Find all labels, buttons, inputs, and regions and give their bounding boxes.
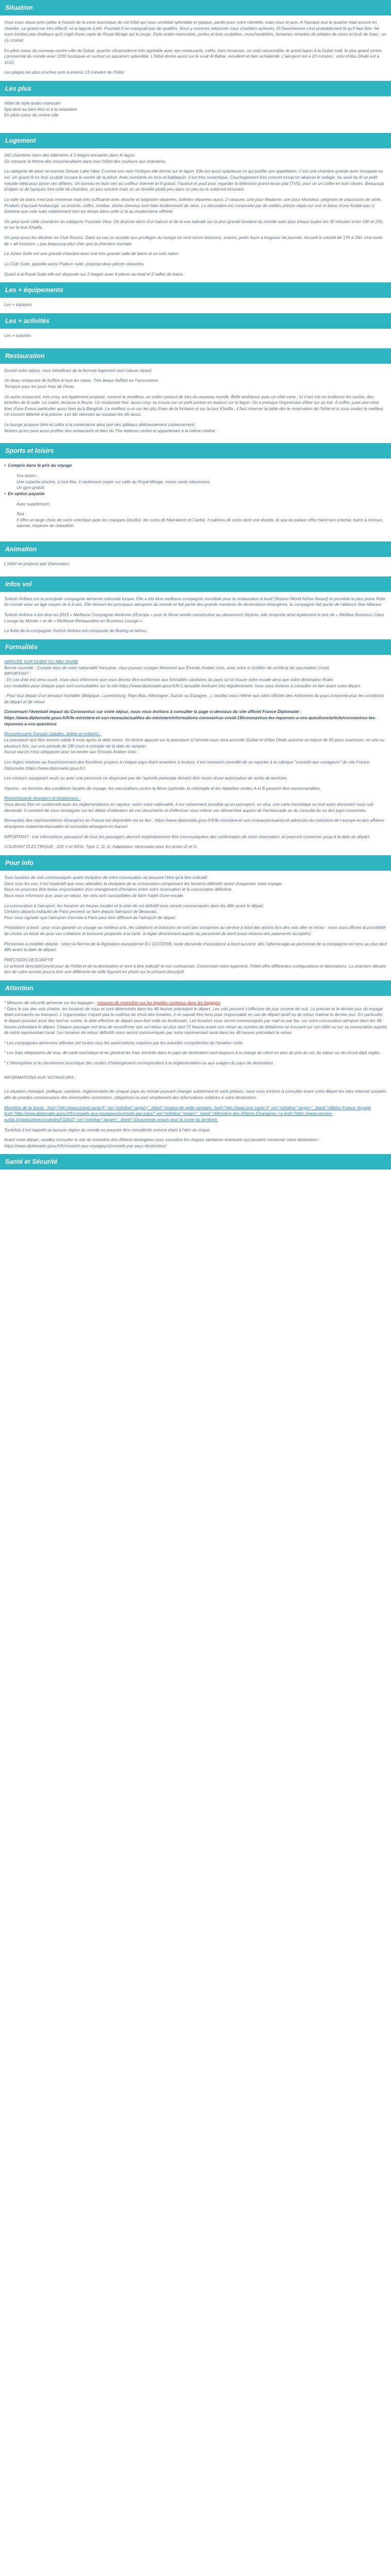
pour-info-paragraph-4: Personnes à mobilité réduite : selon la Norme de la législation européenne EU 1107/2006, toute demande d'assistance à bord survenir, dès l'atterrissage au personnel de la compagnie est tenu au plus tard 48h avant la date de départ.	[4, 941, 387, 953]
formalites-paragraph-10: Vous devez être en conformité avec les réglementations en vigueur, selon votre nationalité. Il est notamment possible qu'un passeport, un visa, une carte touristique ou tout autre document vous soit demandé. Il convient de vous renseigner sur les délais d'obtention de ces documents et d'effectuer vous-même vos démarches auprès de l'ambassade ou du consulat du ou des pays concernés.	[4, 802, 373, 813]
section-pour-info	[0, 871, 391, 980]
section-title-animation: Animation	[0, 541, 391, 557]
logement-paragraph-1: 242 chambres dans des bâtiments à 3 étages encadrés dans le lagon.	[4, 153, 136, 158]
section-logement	[0, 148, 391, 282]
section-title-situation: Situation	[0, 0, 391, 15]
section-restauration	[0, 364, 391, 439]
section-title-les-plus: Les plus	[0, 81, 391, 96]
attention-paragraph-5: La situation chimique, politique, sanitaire, réglementaire de chaque pays du monde pouvant changer subitement et sans préavis, nous vous invitons à consulter avant votre départ les sites Internet suivants afin de prendre connaissance des éventuelles restrictions, obligations ou tout simplement des informations relatives à votre destination.	[4, 1089, 386, 1100]
section-title-formalites: Formalités	[0, 639, 391, 655]
formalites-heading-arrivee: ARRIVÉE SUR DUBAÏ OU ABU DHABI	[4, 659, 78, 664]
infos-vol-paragraph-2: Turkish Airlines a été élue en 2015 « Meilleure Compagnie Aérienne d'Europe » pour la 5ème année consécutive au classement Skytrax, elle remporte ainsi également le prix de « Meilleur Business Class Lounge du Monde » et de « Meilleure Restauration en Business Lounge ».	[4, 613, 384, 623]
section-title-sante: Santé et Sécurité	[0, 1154, 391, 1170]
formalites-paragraph-4: - Pour tout départ d'un aéroport frontalier (Belgique, Luxembourg, Pays-Bas, Allemagne, Suisse ou Espagne...), veuillez vous référer aux sites officiels des ministères du pays concerné pour les conditions de départ et de retour.	[4, 693, 384, 704]
section-title-equipements: Les + équipements	[0, 282, 391, 298]
formalites-paragraph-11: Demandez des représentations étrangères en France est disponible via ce lien : https://www.diplomatie.gouv.fr/fr/le-ministere-et-son-reseau/annuaires-et-adresses-du-ministere-de-l-europe-et-des-affaires-etrangeres-maeeo/ambassades-et-consulats-etrangers-en-france/	[4, 818, 386, 829]
logement-paragraph-8: Quant à la Royal Suite elle est disposée sur 2 étages avec 4 pièces au total et 2 salles de bains.	[4, 272, 184, 277]
pour-info-paragraph-2c: Pour vous signaler que l'aéroport d'arrivée à Paris peut être différent de l'aéroport de départ.	[4, 915, 177, 920]
restauration-paragraph-4: Le lounge propose thés et cafés à la contenance ainsi que des gâteaux délicieusement copieusement.	[4, 422, 196, 428]
formalites-paragraph-1: Bonne nouvelle : Compte tenu de votre nationalité française, vous pouvez voyager librement aux Émirats Arabes Unis, avec votre e-Justifier de certificat de vaccination Covid.	[4, 665, 330, 670]
section-formalites	[0, 655, 391, 855]
attention-paragraph-2: * Les compagnies aériennes utilisées ont toutes reçu les autorisations requises par les autorités compétentes de l'aviation civile.	[4, 1040, 243, 1045]
formalites-paragraph-6b: Aucun vaccin n'est obligatoire pour se rendre aux Émirats Arabes Unis.	[4, 750, 137, 755]
situation-paragraph-3: Les plages les plus proches sont à environ 15 minutes de l'hôtel.	[4, 70, 125, 75]
attention-paragraph-8: Avant votre départ, veuillez consulter le site du ministère des Affaires étrangères pour connaître les risques sanitaires éventuels qui peuvent concerner votre destination : https://www.diplomatie.gouv.fr/fr/conseils-aux-voyageurs/conseils-par-pays-destination/	[4, 1138, 320, 1148]
sports-included-line-1: Vos loisirs :	[17, 473, 38, 478]
pour-info-paragraph-5: Le présent descriptif prend pour de l'hôtel et de la destination et sont à titre indicatif et non contractuel. Concernant votre logement, l'hôtel offre différentes configurations et décorations. La chambre allouée lors de votre arrivée pourra être une différente de celle figurant en photo sur le présent descriptif.	[4, 963, 386, 975]
attention-security-intro: * Mesures de sécurité aérienne sur les bagages :	[4, 1000, 96, 1005]
restauration-paragraph-3: Un autre restaurant, très cosy, est également proposé, nommé le moelleux, un cellier partout de très du nouveau monde. Belle ambiance avec un côté carte ; ici il est mis en évidence les sushis, des échelles de la salle. Le cadré, terrasse à fleurie. Un restaurant thaï, aussi cosy, se trouve sur un petit ponton en avance sur le lagon. On a presque l'impression d'être sur un toit. À coffre, juste une mise liner d'une Eveux particulier aussi bien qu'à Bangkok. Le meilleur a un sur les plis d'eau de la fontaine et sur la tour Khalifa : il faut réserver la table dès le réservation de l'hôtel et si vous voulez le meilleur. Un concert détente à la piscine. Les tiki viennent au soudain les tiki aussi.	[4, 394, 384, 417]
pour-info-paragraph-1c: Nous ne pourrons être tenus responsables d'un changement d'horaires entre notre réservation et la convocation définitive.	[4, 887, 233, 892]
sports-option-block	[4, 501, 387, 530]
pour-info-paragraph-1: Tous horaires de vols communiqués avant réception de votre convocation ne peuvent l'être qu'à titre indicatif.	[4, 875, 208, 880]
attention-spacer	[4, 1071, 387, 1075]
section-title-logement: Logement	[0, 133, 391, 148]
logement-paragraph-6: La Junior Suite est une grande chambre avec une très grande salle de bains et un coin salon.	[4, 251, 180, 257]
sports-option-line-2: Spa :	[17, 512, 27, 517]
sports-bullet-included-label: Compris dans le prix du voyage	[8, 463, 72, 468]
formalites-paragraph-2: - En cas d'air est venu ouvrir, nous vous informons que vous devrez être conformes aux formalités sanitaires du pays où se trouve votre escale ainsi que votre destination finale.	[4, 677, 334, 682]
restauration-paragraph-5: Notons qu'en peut aussi profiter des restaurants et bars du The Address centre et appartenant à la même chaîne.	[4, 428, 216, 433]
sports-bullet-option-label: En option payante	[8, 491, 45, 496]
section-attention	[0, 996, 391, 1155]
section-title-sports: Sports et loisirs	[0, 443, 391, 459]
logement-paragraph-1b: On retrouve le thème des moucharabiehs dans tout l'hôtel des couleurs aux chambres.	[4, 159, 167, 164]
formalites-paragraph-12: IMPORTANT : Les informations passeport de tous les passagers devront impérativement être communiquées dès confirmation de votre réservation, et pourront conserver jusqu'à la date du départ.	[4, 834, 370, 839]
formalites-paragraph-9: Vaccins : en fonction des conditions locales de voyage, les vaccinations contre la fièvre typhoïde, la méningite et les hépatites virales A et B peuvent être recommandées.	[4, 786, 321, 791]
section-activites	[0, 329, 391, 344]
attention-heading-voyageurs: INFORMATIONS AUX VOYAGEURS :	[4, 1075, 76, 1080]
pour-info-paragraph-1b: Dans tous les cas, il est impératif que vous attendiez la réception de la convocation comprenant les horaires définitifs avant d'organiser votre voyage.	[4, 881, 283, 886]
attention-paragraph-3: * Les frais obligatoires de visa, de carte touristique et en général les frais d'entrée dans le pays de destination sont toujours à la charge du client en plus du prix du vol, du séjour ou du circuit déjà réglés.	[4, 1050, 381, 1056]
formalites-important-1: IMPORTANT :	[4, 671, 31, 676]
section-title-infos-vol: Infos vol	[0, 577, 391, 592]
infos-vol-paragraph-1: Turkish Airlines est la principale compagnie aérienne nationale turque. Elle a été élue meilleure compagnie mondiale pour la restauration à bord (Skytrax World Airline Award) et possède la plus jeune flotte du monde avec un âge moyen de 6,4 ans. Elle dessert les principaux aéroports du monde et fait partie des grands membres de destinations étrangères, la compagnie fait partie de l'alliance Star Alliance.	[4, 596, 385, 607]
les-plus-line-2: Spa doté au bien-être et à la relaxation	[4, 107, 77, 112]
logement-paragraph-5: On peut aussi les décliner en Club Rooms. Dans ce cas on accède aux privilèges du lounge où sont servis boissons, snacks, petits fours à longueur de journée. Accueil à volonté de 17h à 20h. Une sorte de « all inclusive » pas beaucoup plus cher que la chambre normale.	[4, 235, 383, 246]
pour-info-paragraph-2b: Certains départs indiqués de Paris peuvent se faire depuis l'aéroport de Beauvais.	[4, 909, 158, 914]
formalites-paragraph-3: Les modalités pour chaque pays sont consultables sur le site https://www.diplomatie.gouv.fr/fr/ L'actualité évoluant très régulièrement, nous vous invitons à consulter ce lien avant votre départ.	[4, 683, 361, 688]
section-title-pour-info: Pour info	[0, 855, 391, 871]
attention-paragraph-4: * L'hémisphère et le classement touristique des modes d'hébergement correspondent à la réglementation ou aux usages du pays de destination.	[4, 1061, 274, 1066]
attention-paragraph-7: Toutefois il est rappelé qu'aucune région du monde ne pouvant être considérée comme étant à l'abri du risque.	[4, 1127, 211, 1132]
restauration-paragraph-2: Un beau restaurant de buffets à tous les repas. Très beaux buffets en l'occurrence.	[4, 378, 159, 383]
logement-paragraph-2: La catégorie de base se nomme Deluxe Lake View. Comme son nom l'indique elle donne sur le lagon. Elle est aussi spacieuse ce qui justifie son appellation. C'est une chambre grande avec mosquée ou est. Un grand lit en bois sculpté occupe le centre de la pièce. Avec montants en bois et baldaquin. Il est très romantique. Couchagement très concret lorsqu'on abaisse le voilage. Au seuil du lit un petit meuble idéal pour poser ses affaires. Un bureau en bois sert au coiffeur Internet wi-fi gratuit. Fauteuil et pouf pour regarder la télévision grand écran plat (TV5), pour un un coffre en bois cloués. Beaucoup d'objets et de typiques font celle de chambre, un peu sombre mais on se réveille plutôt peu dans un peu ou le soleil est écrasant.	[4, 169, 384, 192]
page	[0, 0, 391, 1170]
section-les-plus	[0, 96, 391, 124]
sports-included-line-2: Une superbe piscine, à tout être, il seulement copier sur celle du Royal Mirage, moins vaste néanmoins.	[17, 479, 211, 484]
section-sports	[0, 459, 391, 534]
formalites-heading-francais: Ressortissants français (adultes, bébés et enfants) :	[4, 732, 102, 737]
sports-included-line-3: Un gym gratuit.	[17, 485, 45, 490]
section-title-restauration: Restauration	[0, 348, 391, 364]
section-title-attention: Attention	[0, 980, 391, 996]
sports-option-line-3: Il offre un large choix de soins orientaux avec les marques Decléor, les soins de Marrakech et Caribe. Il cabines de soins dont une double, le spa du palace offre Hammam oriental, bains à remous, saunas, espaces de relaxation.	[17, 517, 383, 529]
logement-paragraph-4: On peut avoir celle chambres en catégorie Fountain View. On dispose alors d'un balcon et de la vue latérale sur la plus grande fontaine du monde avec jeux d'eaux toutes les 30 minutes entre 18h et 23h, et sur la tour Khalifa.	[4, 219, 384, 230]
formalites-paragraph-8: Les mineurs voyageant seuls ou avec une personne ne disposant pas de l'autorité parentale doivent être munis d'une autorisation de sortie de territoire.	[4, 776, 288, 781]
logement-paragraph-3: La salle de bains n'est pas immense mais très suffisante avec douche et baignoire séparées, toilettes séparées aussi, 2 vasques, une pour Madame, une pour Monsieur, peignoirs et chaussons de série. Produits d'accueil Ambassigir, sa brioche, coffre, minibar, sèche-cheveux sont bien évidemment de série. La décoration est composée par de vieilles photos sépia sur noir et blanc d'une Arabie pas si lointaine que cela mais relativement bon les temps dans celle-ci la au modernisme effréné.	[4, 197, 382, 214]
restauration-paragraph-1: Durant votre séjour, vous bénéficiez de la formule logement seul (sauve repas).	[4, 368, 153, 373]
sports-option-line-1: Avec supplément :	[17, 501, 52, 506]
les-plus-line-1: Hôtel de style arabo-marocain	[4, 101, 61, 106]
attention-links-paragraph[interactable]: Ministère de la Santé : href="http://www.travel.sante.fr" rel="nofollow" target="_blank">Institut de veille sanitaire, href="http://www.invs.sante.fr" rel="nofollow" target="_blank">Météo France Voyage href="http://www.diplomatie.gouv.fr/fr/conseils-aux-voyageurs/conseils-par-pays/" rel="nofollow" target="_blank">Ministère des Affaires Étrangères <a href="https://www.service-public.fr/particuliers/vosdroits/F32810" rel="nofollow" target="_blank">Documents requis pour la sortie du territoire.	[4, 1105, 371, 1122]
section-equipements	[0, 298, 391, 313]
attention-paragraph-1b: * Dans le cas des vols charter, les horaires de vous et sont déterminés dans les 48 heures précédant le départ. Les vols peuvent s'effectuer de jour comme de nuit. Le premier et le dernier jour du voyage étant consacrés au transport. L'organisateur n'ayant pas la maîtrise du choix des horaires, il ne saurait être tenu pour responsable en cas de départ tardif ou de retour matinal le dernier jour. En particulier, le départ pouvant avoir lieu tard en soirée, la date effective de départ peut être celle du lendemain. Les horaires vous seront communiqués par mail ou par fax, sur votre convocation aéroport dans les 48 heures précédant le départ. Chaque passager est tenu de reconfirmer son vol retour au plus tard 72 heures avant son retour au numéro de téléphone se trouvant sur son billet ou sur sa convocation auprès de notre représentant local. Les horaires de retour définitifs vous seront communiqués par notre représentant local dans les 48 heures précédant le retour.	[4, 1006, 387, 1036]
formalites-covid-link[interactable]: https://www.diplomatie.gouv.fr/fr/le-ministere-et-son-reseau/actualites-du-ministere/informations-coronavirus-covid-19/coronavirus-les-reponses-a-vos-questions/article/coronavirus-les-reponses-a-vos-questions	[4, 716, 377, 726]
logement-paragraph-7: La Club Suite, appelée aussi Podium suite, propose deux pièces séparées.	[4, 262, 145, 267]
section-infos-vol	[0, 592, 391, 639]
activites-line-1: Les + activités	[4, 333, 31, 338]
section-title-activites: Les + activités	[0, 313, 391, 329]
attention-liquids-link[interactable]: mesures de restriction sur les liquides contenus dans les bagages	[97, 1000, 221, 1005]
infos-vol-paragraph-3: La flotte de la compagnie Turkish Airlines est composée de Boeing et Airbus.	[4, 629, 148, 634]
sports-bullet-included: • Compris dans le prix du voyage	[4, 463, 72, 468]
section-situation	[0, 15, 391, 81]
formalites-paragraph-7: Les règles relatives au franchissement des frontières propres à chaque pays étant amenées à évoluer, il est vivement conseillé de se reporter à la rubrique "conseils aux voyageurs" du site France Diplomatie (https://www.diplomatie.gouv.fr/).	[4, 759, 370, 771]
pour-info-heading-precision: PRÉCISION DESCRIPTIF	[4, 958, 54, 963]
formalites-covid-intro: Concernant l'éventuel impact du Coronavirus sur votre séjour, nous vous invitons à consulter la page ci-dessous du site officiel France Diplomatie :	[4, 709, 302, 715]
les-plus-line-3: En plein coeur du centre-ville	[4, 113, 59, 118]
animation-paragraph-1: L'hôtel ne propose pas d'animation.	[4, 562, 71, 567]
section-animation	[0, 557, 391, 572]
formalites-paragraph-6: Le passeport doit être encore valide 6 mois après la date retour. Un timbre apposé sur le passeport à l'arrivée vous sera accordé (Dubaï et d'Abu Dhabi autorise un séjour de 90 jours maximum, en une ou plusieurs fois, sur une période de 180 jours à compter de la date du tampon.	[4, 738, 385, 749]
sports-included-block	[4, 473, 387, 491]
equipements-line-1: Les + équipem	[4, 302, 32, 308]
situation-paragraph-1: Vous vous situez près (allée à l'ouest) de la zone touristique de cet hôtel qui vous semblait splendide et typique, partiel pour notre clientèle; mais vous et puis. A l'époque tout le quartier était encore en chantier. Le grand rue très effectif, et la lagune à été. Pourtant il ne manquait pas de qualités. Nous y sommes retournés sous chantiers achevés. Et franchement c'est probablement là qu'il faut être. Ne sous tombez pas d'ailleurs qu'il s'agit d'une copie du Royal Mirage qui le jouge. Style arabo-marocaine, portes et bois sculptées, moucharabiehs, fontaines remplies de pétales de roses et bruit de l'eau : on s'y croirait.	[4, 20, 386, 43]
restauration-paragraph-2b: Terrasse pour les jours frais de l'hiver.	[4, 384, 75, 389]
pour-info-paragraph-1d: Nous vous informons que, pour ce séjour, les vols sont susceptibles de faire l'objet d'une escale.	[4, 893, 185, 898]
sports-bullet-option: • En option payante	[4, 491, 45, 496]
formalites-heading-etrangers: Ressortissants étrangers et binationaux :	[4, 796, 81, 801]
attention-spacer-2	[4, 1084, 387, 1089]
situation-paragraph-2: En plein coeur du nouveau centre-ville de Dubaï, quartier ultramoderne très agréable avec ses restaurants, cafés, bars terrasses, un coût raisonnable, le grand lagon à la Dubaï mall, le plus grand centre commercial du monde avec 1200 boutiques et surtout un aquarium splendide. L'hôtel donne aussi sur le souk Al Bahar, excellent et bien achalandé. L'aéroport est à 20 minutes ; celui d'Abu Dhabi est à 1h10.	[4, 48, 382, 65]
pour-info-paragraph-3: Prestations à bord : pour vous garantir un voyage au meilleur prix, les collations et boissons ne sont pas comprises au service à bord des avions lors des vols aller et retour : nous vous offrons la possibilité de choisir un kiosk de pour vos collations et boissons proposés à la carte, à régler directement auprès du personnel de bord (sous réserve des paiements acceptés).	[4, 925, 386, 937]
formalites-paragraph-13: COURANT ÉLECTRIQUE : 220 V et 50Hz. Type C, D, G. Adaptateur nécessaire pour les prises D et G.	[4, 844, 198, 850]
attention-paragraph-1	[4, 1000, 387, 1006]
pour-info-paragraph-2: La convocation à l'aéroport, les horaires en heures locales et le plan de vol définitif vous seront communiqués dans les 48h avant le départ.	[4, 903, 265, 908]
